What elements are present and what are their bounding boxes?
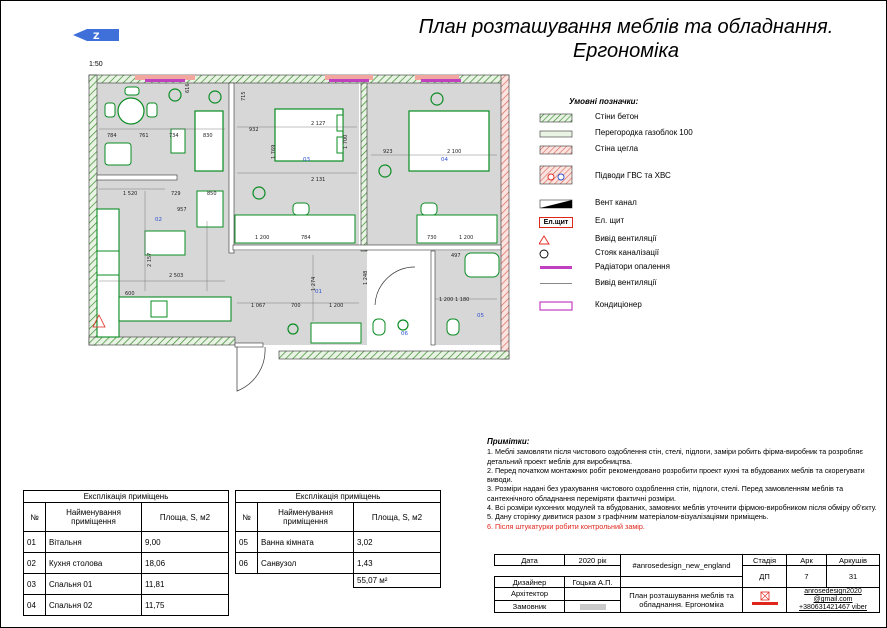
fridge bbox=[97, 251, 119, 275]
sheets-label: Аркушів bbox=[827, 555, 880, 566]
entry-door-frame bbox=[235, 343, 263, 347]
desk-chair bbox=[293, 203, 309, 215]
dim-label: 2 157 bbox=[147, 252, 153, 267]
dim-label: 932 bbox=[249, 127, 259, 133]
brand-logo-icon bbox=[73, 29, 119, 41]
legend-item bbox=[539, 197, 739, 211]
table-row bbox=[236, 532, 441, 553]
room-number: 05 bbox=[477, 313, 484, 319]
dim-label: 700 bbox=[291, 303, 301, 309]
cell-room: Санвузол bbox=[258, 553, 354, 574]
dining-table bbox=[145, 231, 185, 255]
partition-kitchen-bed bbox=[229, 83, 234, 253]
scale-label: 1:50 bbox=[89, 61, 103, 68]
legend-label: Стіни бетон bbox=[595, 112, 639, 121]
partition-hall-top bbox=[233, 245, 501, 250]
dim-label: 1 200 bbox=[329, 303, 344, 309]
dim-label: 2 503 bbox=[169, 273, 184, 279]
explication-table-2 bbox=[235, 490, 441, 588]
legend-title: Умовні позначки: bbox=[569, 97, 639, 106]
bed-1 bbox=[275, 109, 343, 161]
bed-2 bbox=[409, 111, 489, 171]
table-row bbox=[24, 595, 229, 616]
dim-label: 1 769 bbox=[271, 144, 277, 159]
legend-item bbox=[539, 215, 739, 229]
room-number: 03 bbox=[303, 157, 310, 163]
dim-label: 1 700 bbox=[343, 134, 349, 149]
cell-room: Спальня 02 bbox=[46, 595, 142, 616]
hall-cabinet bbox=[311, 323, 361, 343]
stage-label: Стадія bbox=[743, 555, 787, 566]
date-label: Дата bbox=[495, 555, 565, 566]
cell-area: 1,43 bbox=[354, 553, 441, 574]
chair bbox=[105, 103, 115, 117]
client-value-cell bbox=[565, 600, 621, 613]
drawing-title-line1: План розташування меблів та обладнання. bbox=[418, 16, 834, 38]
bathtub bbox=[465, 253, 499, 277]
partition-kitchen-top bbox=[97, 175, 177, 180]
table-row bbox=[24, 532, 229, 553]
entry-door-swing bbox=[237, 347, 265, 391]
cell-number: 06 bbox=[236, 553, 258, 574]
room-number: 02 bbox=[155, 217, 162, 223]
legend-label: Стояк каналізації bbox=[595, 248, 659, 257]
note-item: 2. Перед початком монтажних робіт рекомендовано розробити проект кухні та вбудованих меблів та скорегувати виводи. bbox=[487, 465, 865, 485]
legend-item bbox=[539, 277, 739, 291]
chair bbox=[147, 103, 157, 117]
partition-beds bbox=[361, 83, 367, 251]
table-row bbox=[236, 553, 441, 574]
column-header: № bbox=[236, 503, 258, 532]
wall-bottom-right bbox=[279, 351, 509, 359]
dim-label: 1 274 bbox=[311, 276, 317, 291]
cell-number: 02 bbox=[24, 553, 46, 574]
cell-area: 3,02 bbox=[354, 532, 441, 553]
electric-panel-symbol-icon: Ел.щит bbox=[539, 217, 573, 228]
table-row bbox=[24, 574, 229, 595]
note-item: 1. Меблі замовляти після чистового оздоблення стін, стелі, підлоги, заміри робить фірма-виробник та розробляє детальний проект меблів для виробництва. bbox=[487, 447, 864, 466]
legend-label: Вивід вентиляції bbox=[595, 278, 657, 287]
dim-label: 923 bbox=[383, 149, 393, 155]
svg-text:Z: Z bbox=[93, 32, 100, 41]
round-table bbox=[118, 98, 144, 124]
note-item-warning: 6. Після штукатурки робити контрольний замір. bbox=[487, 521, 645, 531]
dim-label: 830 bbox=[203, 133, 213, 139]
dim-label: 761 bbox=[139, 133, 149, 139]
wall-right bbox=[501, 75, 509, 359]
note-item: 4. Всі розміри кухонних модулей та вбудованих, замовних меблів уточнити фірмою-виробником після обміру об'єкту. bbox=[487, 503, 877, 513]
dim-label: 784 bbox=[107, 133, 117, 139]
sheet-label: Арк bbox=[787, 555, 827, 566]
dim-label: 2 127 bbox=[311, 121, 326, 127]
bath-door-swing bbox=[375, 267, 415, 305]
legend-item bbox=[539, 111, 739, 125]
dim-label: 2 131 bbox=[311, 177, 326, 183]
column-header: Площа, S, м2 bbox=[142, 503, 229, 532]
partition-bath bbox=[431, 251, 435, 345]
legend-item bbox=[539, 143, 739, 157]
pillow bbox=[337, 115, 343, 131]
dim-label: 2 100 bbox=[447, 149, 462, 155]
cell-area: 11,75 bbox=[142, 595, 229, 616]
cell-room: Вітальня bbox=[46, 532, 142, 553]
floor-plan bbox=[85, 71, 517, 401]
studio-logo-icon bbox=[748, 590, 782, 608]
drawing-name: План розташування меблів та обладнання. Ергономіка bbox=[621, 588, 743, 613]
legend-item bbox=[539, 247, 739, 261]
wardrobe-1 bbox=[235, 215, 355, 243]
dim-label: 1 200 bbox=[439, 297, 454, 303]
wall-bottom-left bbox=[89, 337, 235, 345]
radiator-icon bbox=[421, 79, 461, 82]
table-row bbox=[24, 553, 229, 574]
notes-block bbox=[487, 437, 882, 531]
cell-room: Ванна кімната bbox=[258, 532, 354, 553]
date-value: 2020 рік bbox=[565, 555, 621, 566]
redacted-name bbox=[580, 604, 606, 610]
legend-item bbox=[539, 163, 739, 187]
sheets-value: 31 bbox=[827, 566, 880, 588]
legend-label: Вивід вентиляції bbox=[595, 234, 657, 243]
dim-label: 850 bbox=[207, 191, 217, 197]
dim-label: 1 248 bbox=[363, 270, 369, 285]
ventilation-outlet-line-icon bbox=[539, 279, 573, 289]
sewer-riser-circle-icon bbox=[539, 249, 573, 259]
water-supply-symbol-icon bbox=[539, 165, 573, 185]
desk-chair bbox=[421, 203, 437, 215]
column-header: № bbox=[24, 503, 46, 532]
dim-label: 1 180 bbox=[455, 297, 470, 303]
contacts-cell bbox=[787, 588, 880, 613]
stage-value: ДП bbox=[743, 566, 787, 588]
toilet bbox=[373, 319, 385, 335]
column-header: Площа, S, м2 bbox=[354, 503, 441, 532]
dim-label: 497 bbox=[451, 253, 461, 259]
concrete-wall-swatch-icon bbox=[539, 113, 573, 123]
legend-label: Кондиціонер bbox=[595, 300, 642, 309]
dim-label: 1 520 bbox=[123, 191, 138, 197]
table-caption: Експлікація приміщень bbox=[236, 491, 441, 503]
legend-label: Перегородка газоблок 100 bbox=[595, 128, 693, 137]
radiator-icon bbox=[329, 79, 369, 82]
dim-label: 616 bbox=[185, 83, 191, 93]
dim-label: 729 bbox=[171, 191, 181, 197]
kitchen-counter-bottom bbox=[119, 297, 231, 321]
table-caption: Експлікація приміщень bbox=[24, 491, 229, 503]
legend-item bbox=[539, 299, 739, 313]
contact-phone: +380631421467 viber bbox=[799, 604, 867, 611]
legend-label: Ел. щит bbox=[595, 216, 625, 225]
column-header: Найменування приміщення bbox=[46, 503, 142, 532]
room-number: 04 bbox=[441, 157, 448, 163]
legend-item bbox=[539, 233, 739, 247]
cell-room: Кухня столова bbox=[46, 553, 142, 574]
contact-email-user: anrosedesign2020 bbox=[804, 588, 862, 595]
legend-item bbox=[539, 127, 739, 141]
designer-label: Дизайнер bbox=[495, 577, 565, 588]
column-header: Найменування приміщення bbox=[258, 503, 354, 532]
legend-label: Вент канал bbox=[595, 198, 637, 207]
cell-number: 05 bbox=[236, 532, 258, 553]
dim-label: 784 bbox=[301, 235, 311, 241]
dim-label: 957 bbox=[177, 207, 187, 213]
note-item: 5. Дану сторінку дивитися разом з графічним матеріалом-візуалізаціями приміщень. bbox=[487, 512, 769, 522]
legend-label: Радіатори опалення bbox=[595, 262, 670, 271]
cell-area: 11,81 bbox=[142, 574, 229, 595]
chair bbox=[125, 87, 139, 95]
studio-logo-cell bbox=[743, 588, 787, 613]
explication-table-1 bbox=[23, 490, 229, 616]
sink bbox=[151, 301, 167, 317]
cell-number: 04 bbox=[24, 595, 46, 616]
cell-room: Спальня 01 bbox=[46, 574, 142, 595]
legend-label: Стіна цегла bbox=[595, 144, 639, 153]
legend-item bbox=[539, 261, 739, 275]
dim-label: 1 200 bbox=[255, 235, 270, 241]
toilet bbox=[447, 319, 459, 335]
designer-name: Гоцька А.П. bbox=[565, 577, 621, 588]
dim-label: 600 bbox=[125, 291, 135, 297]
table-total-row bbox=[236, 574, 441, 588]
sofa bbox=[195, 111, 223, 171]
room-number: 06 bbox=[401, 331, 408, 337]
dim-label: 730 bbox=[427, 235, 437, 241]
dim-label: 1 067 bbox=[251, 303, 266, 309]
ventilation-outlet-triangle-icon bbox=[539, 235, 573, 245]
wall-left bbox=[89, 75, 97, 345]
cell-total: 55,07 м² bbox=[354, 574, 441, 588]
radiator-icon bbox=[145, 79, 185, 82]
radiator-line-icon bbox=[539, 263, 573, 273]
cell-area: 18,06 bbox=[142, 553, 229, 574]
cell-number: 03 bbox=[24, 574, 46, 595]
room-number: 01 bbox=[315, 289, 322, 295]
legend-label: Підводи ГВС та ХВС bbox=[595, 171, 671, 180]
hashtag: #anrosedesign_new_england bbox=[621, 555, 743, 577]
cell-number: 01 bbox=[24, 532, 46, 553]
dim-label: 1 200 bbox=[459, 235, 474, 241]
notes-title: Примітки: bbox=[487, 437, 530, 446]
architect-label: Архітектор bbox=[495, 588, 565, 601]
note-item: 3. Розміри надані без урахування чистового оздоблення стін, підлоги, стелі. Перед замовленням меблів та сантехнічного обладнання переміряти фактичні розміри. bbox=[487, 484, 844, 503]
dim-label: 734 bbox=[169, 133, 179, 139]
client-label: Замовник bbox=[495, 600, 565, 613]
plant bbox=[398, 320, 408, 330]
aerated-block-swatch-icon bbox=[539, 129, 573, 139]
title-block bbox=[494, 554, 880, 613]
sheet-value: 7 bbox=[787, 566, 827, 588]
brick-wall-swatch-icon bbox=[539, 145, 573, 155]
dim-label: 715 bbox=[241, 91, 247, 101]
vent-duct-symbol-icon bbox=[539, 199, 573, 209]
cell-area: 9,00 bbox=[142, 532, 229, 553]
contact-email-domain: @gmail.com bbox=[813, 596, 853, 603]
drawing-title bbox=[391, 15, 861, 63]
armchair bbox=[105, 143, 131, 165]
air-conditioner-rect-icon bbox=[539, 301, 573, 311]
drawing-title-line2: Ергономіка bbox=[572, 40, 680, 62]
